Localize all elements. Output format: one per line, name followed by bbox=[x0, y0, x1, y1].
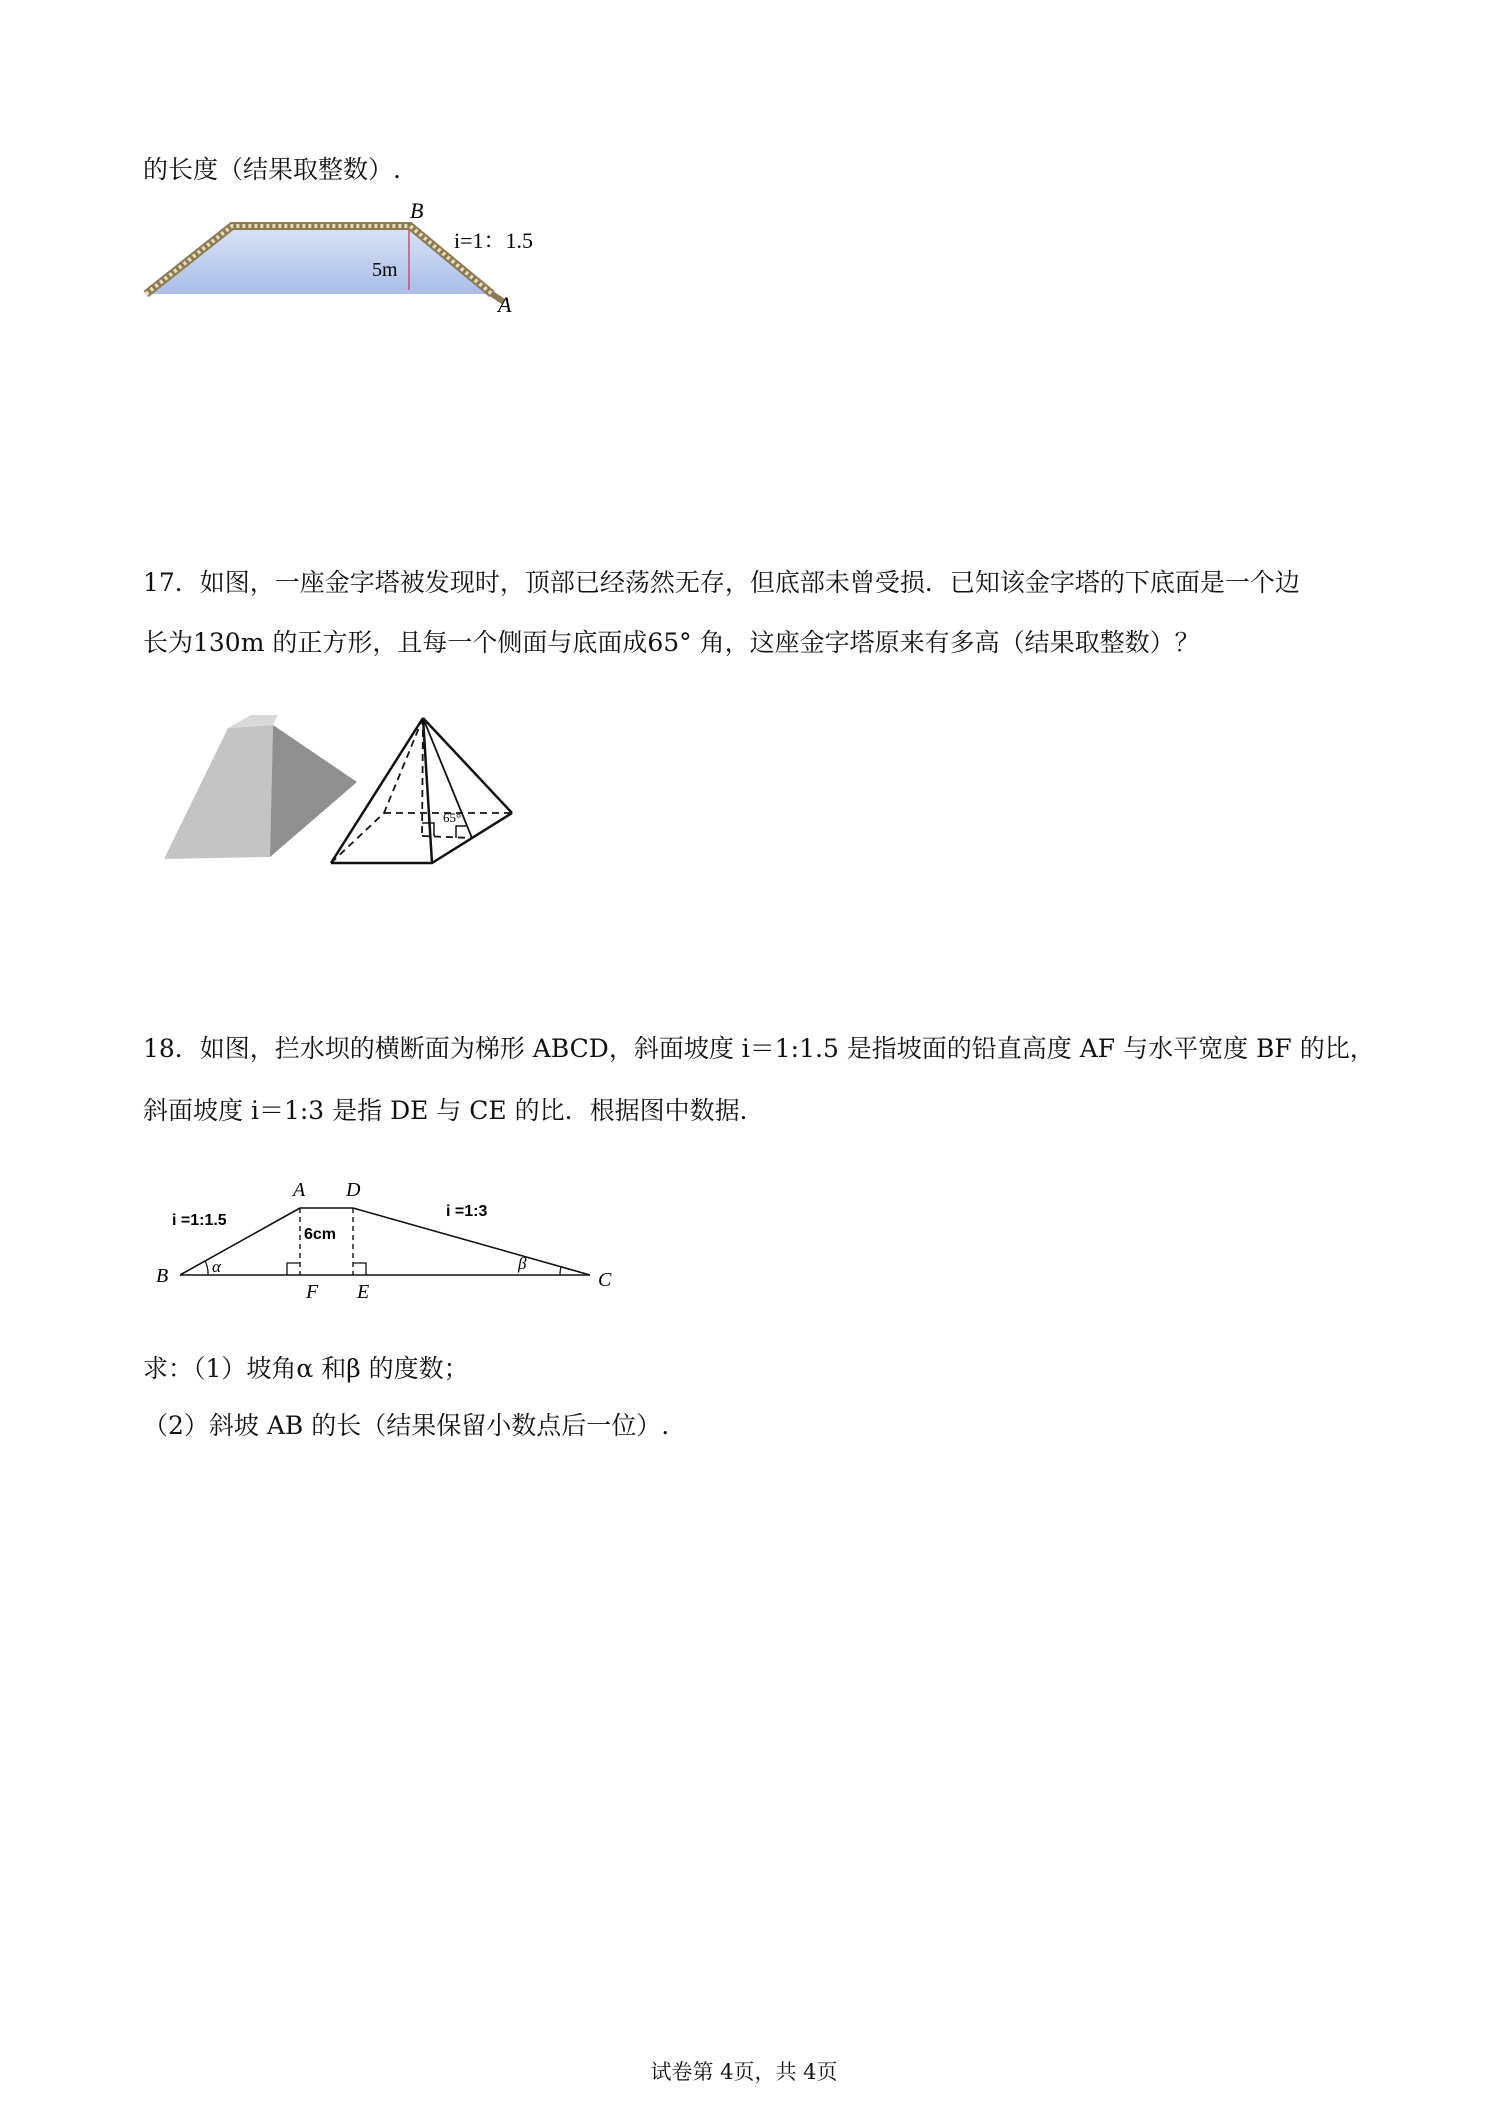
label-D: D bbox=[346, 1179, 361, 1201]
water-body bbox=[146, 228, 492, 294]
q16-tail-text: 的长度（结果取整数）. bbox=[143, 155, 401, 184]
q17-pyramid-figure bbox=[160, 710, 520, 874]
frustum-front-face bbox=[164, 725, 273, 859]
label-B: B bbox=[410, 198, 424, 223]
q17-line2: 长为130m 的正方形，且每一个侧面与底面成65° 角，这座金字塔原来有多高（结果取整数）？ bbox=[143, 628, 1200, 657]
label-A: A bbox=[293, 1179, 306, 1201]
right-slope-label: i =1:3 bbox=[446, 1203, 488, 1220]
angle-label: 65° bbox=[443, 810, 462, 825]
q18-line2: 斜面坡度 i＝1:3 是指 DE 与 CE 的比．根据图中数据． bbox=[143, 1096, 765, 1125]
page-footer: 试卷第 4页，共 4页 bbox=[650, 2060, 838, 2084]
label-F: F bbox=[306, 1281, 319, 1303]
q16-dam-figure bbox=[142, 198, 562, 322]
label-A: A bbox=[498, 292, 512, 317]
q18-ask2: （2）斜坡 AB 的长（结果保留小数点后一位）. bbox=[143, 1411, 670, 1440]
label-E: E bbox=[357, 1281, 370, 1303]
beta-label: β bbox=[518, 1254, 527, 1273]
frustum-side-face bbox=[270, 725, 357, 857]
alpha-label: α bbox=[212, 1257, 221, 1276]
label-B: B bbox=[156, 1265, 169, 1287]
q18-ask1: 求：（1）坡角α 和β 的度数； bbox=[143, 1354, 469, 1383]
label-C: C bbox=[598, 1269, 612, 1291]
height-label: 6cm bbox=[304, 1226, 337, 1243]
q17-line1: 17．如图，一座金字塔被发现时，顶部已经荡然无存，但底部未曾受损．已知该金字塔的下底面是一个边 bbox=[143, 568, 1300, 597]
left-slope-label: i =1:1.5 bbox=[172, 1212, 227, 1229]
q18-trapezoid-figure bbox=[150, 1160, 630, 1314]
q18-line1: 18．如图，拦水坝的横断面为梯形 ABCD，斜面坡度 i＝1:1.5 是指坡面的铅直高度 AF 与水平宽度 BF 的比， bbox=[143, 1034, 1375, 1063]
height-label: 5m bbox=[372, 259, 398, 281]
slope-label: i=1：1.5 bbox=[454, 228, 534, 253]
